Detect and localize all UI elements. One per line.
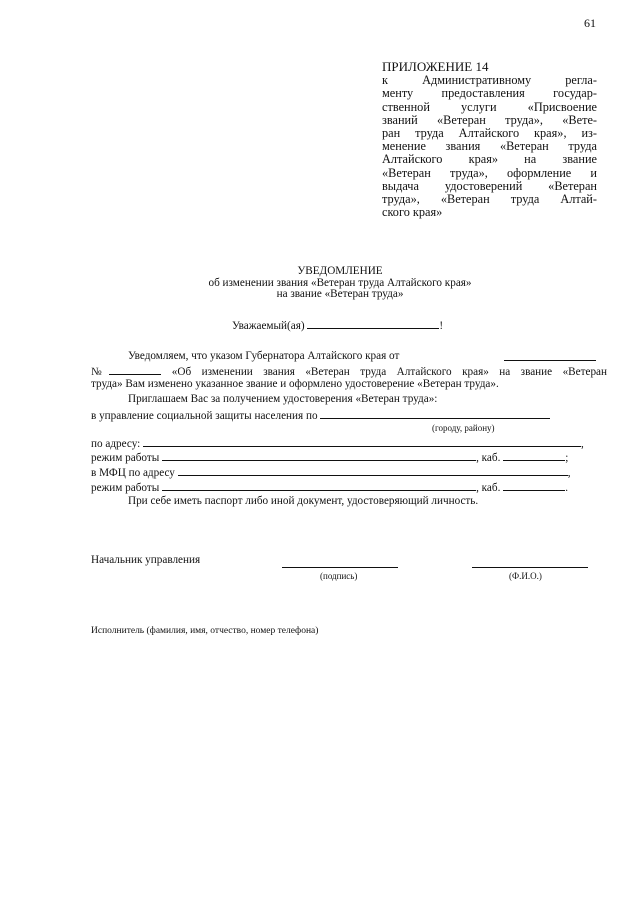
work-hours-field[interactable]: [162, 450, 476, 461]
executor-note: Исполнитель (фамилия, имя, отчество, номер телефона): [91, 626, 319, 636]
paragraph-1-line-a: [128, 350, 399, 362]
department-line: [91, 408, 550, 422]
greeting-suffix: !: [439, 320, 444, 332]
notice-title: УВЕДОМЛЕНИЕ: [297, 265, 383, 277]
appendix-line: менение звания «Ветеран труда: [382, 139, 597, 154]
work-hours-label: режим работы: [91, 452, 160, 464]
recipient-name-field[interactable]: [307, 318, 439, 329]
address-comma: ,: [581, 438, 584, 450]
work-hours-period: .: [565, 482, 568, 494]
office-label: , каб.: [476, 452, 501, 464]
address-line: [91, 436, 584, 450]
appendix-heading: ПРИЛОЖЕНИЕ 14: [382, 59, 489, 74]
mfc-address-field[interactable]: [178, 465, 568, 476]
notice-title-block: [140, 266, 540, 301]
office-number-field[interactable]: [503, 450, 565, 461]
signature-field[interactable]: [282, 567, 398, 568]
appendix-line: труда», «Ветеран труда Алтай-: [382, 192, 597, 207]
address-field[interactable]: [143, 436, 581, 447]
department-label: в управление социальной защиты населения по: [91, 410, 318, 422]
department-field[interactable]: [320, 408, 550, 419]
appendix-line: ран труда Алтайского края», из-: [382, 126, 597, 141]
greeting-line: [232, 318, 443, 332]
paragraph-2: Приглашаем Вас за получением удостоверения «Ветеран труда»:: [128, 393, 438, 405]
page-number: 61: [584, 16, 596, 30]
office-label: , каб.: [476, 482, 501, 494]
notice-subtitle-1: об изменении звания «Ветеран труда Алтайского края»: [208, 276, 472, 289]
full-name-caption: (Ф.И.О.): [509, 571, 542, 581]
appendix-line: выдача удостоверений «Ветеран: [382, 178, 597, 193]
signature-caption: (подпись): [320, 571, 358, 581]
paragraph-1-text: Уведомляем, что указом Губернатора Алтайского края от: [128, 350, 400, 362]
appendix-line: званий «Ветеран труда», «Вете-: [382, 112, 597, 127]
mfc-address-line: [91, 465, 570, 479]
work-hours-line-2: [91, 480, 568, 494]
work-hours-label: режим работы: [91, 482, 160, 494]
appendix-block: [382, 60, 597, 219]
paragraph-1-line-b: [91, 364, 607, 378]
appendix-line: «Ветеран труда», оформление и: [382, 165, 597, 180]
full-name-field[interactable]: [472, 567, 588, 568]
address-label: по адресу:: [91, 438, 141, 450]
appendix-line: менту предоставления государ-: [382, 86, 597, 101]
mfc-address-label: в МФЦ по адресу: [91, 467, 175, 479]
appendix-line: Алтайского края» на звание: [382, 152, 597, 167]
appendix-line: ственной услуги «Присвоение: [382, 99, 597, 114]
mfc-comma: ,: [567, 467, 571, 479]
paragraph-1-text-b: «Об изменении звания «Ветеран труда Алтайского края» на звание «Ветеран: [171, 366, 607, 378]
mfc-work-hours-field[interactable]: [162, 480, 476, 491]
decree-date-field[interactable]: [504, 350, 596, 361]
paragraph-1-line-c: [91, 378, 607, 390]
decree-number-label: №: [91, 366, 110, 378]
work-hours-line-1: [91, 450, 568, 464]
head-of-department-label: Начальник управления: [91, 554, 201, 566]
appendix-line: ского края»: [382, 205, 443, 220]
paragraph-1-text-c: труда» Вам изменено указанное звание и оформлено удостоверение «Ветеран труда».: [91, 378, 499, 390]
notice-subtitle-2: на звание «Ветеран труда»: [276, 288, 404, 300]
decree-number-field[interactable]: [109, 364, 161, 375]
city-district-caption: (городу, району): [432, 423, 495, 433]
appendix-line: к Административному регла-: [382, 73, 597, 88]
passport-note: При себе иметь паспорт либо иной документ, удостоверяющий личность.: [128, 495, 479, 507]
work-hours-semicolon: ;: [565, 452, 569, 464]
greeting-prefix: Уважаемый(ая): [232, 320, 305, 332]
mfc-office-number-field[interactable]: [503, 480, 565, 491]
